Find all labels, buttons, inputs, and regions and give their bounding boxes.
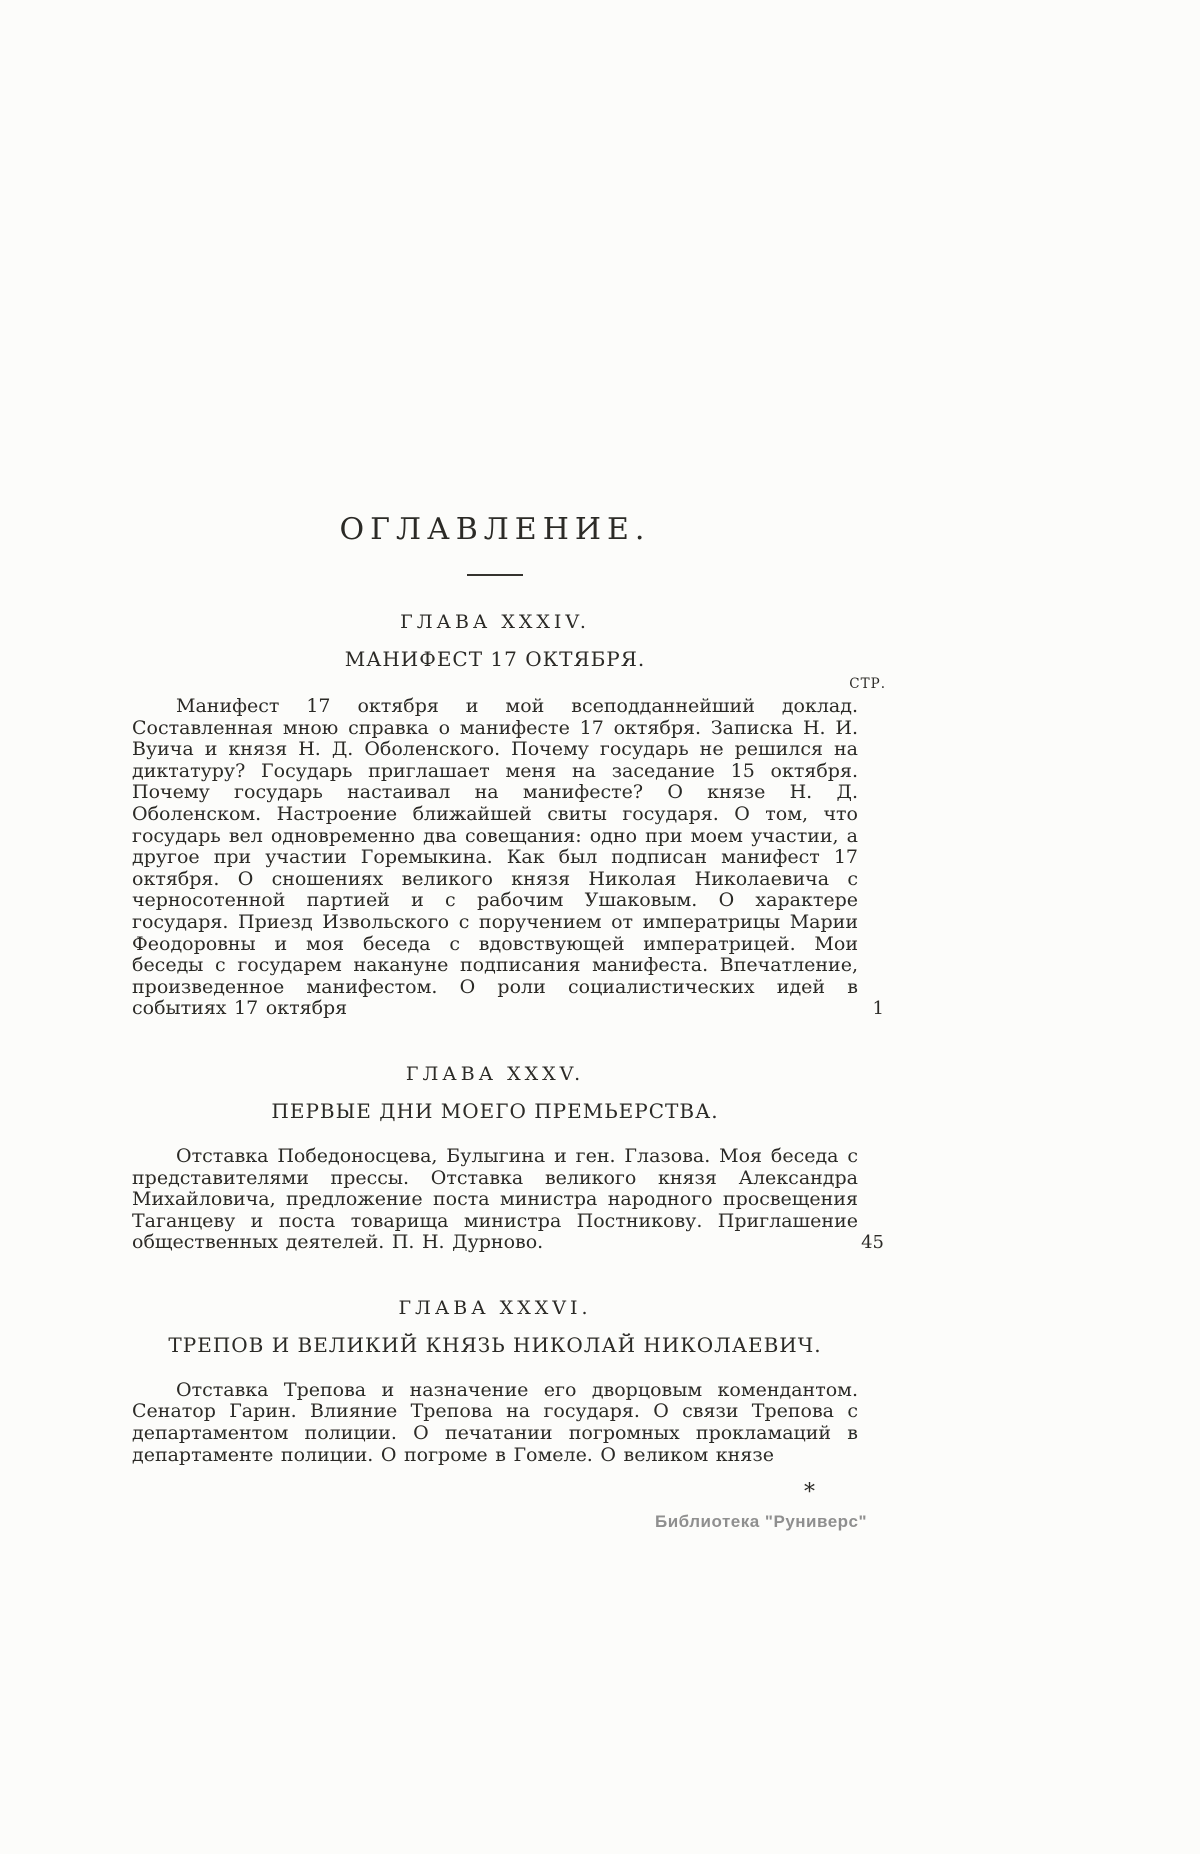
title-divider <box>467 574 523 576</box>
chapter-summary-block <box>132 695 884 1020</box>
chapter-page-number: 1 <box>872 997 884 1019</box>
chapter-heading: ГЛАВА XXXVI. <box>398 1296 592 1319</box>
chapter-summary: Манифест 17 октября и мой всеподданнейший доклад. Составленная мною справка о манифесте 17 октября. Записка Н. И. Вуича и князя Н. Д. Оболенского. Почему государь не решился на диктатуру? Государь приглашает меня на заседание 15 октября. Почему государь настаивал на манифесте? О князе Н. Д. Оболенском. Настроение ближайшей свиты государя. О том, что государь вел одновременно два совещания: одно при моем участии, а другое при участии Горемыкина. Как был подписан манифест 17 октября. О сношениях великого князя Николая Николаевича с черносотенной партией и с рабочим Ушаковым. О характере государя. Приезд Извольского с поручением от императрицы Марии Феодоровны и моя беседа с вдовствующей императрицей. Мои беседы с государем накануне подписания манифеста. Впечатление, произведенное манифестом. О роли социалистических идей в событиях 17 октября <box>132 695 858 1020</box>
chapter-page-number: 45 <box>861 1231 884 1253</box>
chapter-entry-xxxiv <box>132 610 886 1020</box>
chapter-summary: Отставка Трепова и назначение его дворцовым комендантом. Сенатор Гарин. Влияние Трепова на государя. О связи Трепова с департаментом полиции. О печатании погромных прокламаций в департаменте полиции. О погроме в Гомеле. О великом князе <box>132 1378 858 1466</box>
chapter-entry-xxxv <box>132 1062 884 1254</box>
page-column-label: СТР. <box>849 676 886 692</box>
chapter-subtitle: ТРЕПОВ И ВЕЛИКИЙ КНЯЗЬ НИКОЛАЙ НИКОЛАЕВИЧ. <box>168 1332 822 1357</box>
chapter-entry-xxxvi <box>132 1296 858 1466</box>
chapter-heading: ГЛАВА XXXIV. <box>400 611 590 633</box>
text-column <box>132 0 886 1506</box>
chapter-summary-block <box>132 1380 858 1466</box>
library-watermark: Библиотека "Руниверс" <box>655 1512 868 1531</box>
chapter-subtitle: ПЕРВЫЕ ДНИ МОЕГО ПРЕМЬЕРСТВА. <box>271 1098 719 1123</box>
chapter-summary: Отставка Победоносцева, Булыгина и ген. Глазова. Моя беседа с представителями прессы. Отставка великого князя Александра Михайловича, предложение поста министра народного просвещения Таганцеву и поста товарища министра Постникову. Приглашение общественных деятелей. П. Н. Дурново. <box>132 1144 858 1254</box>
page-title: ОГЛАВЛЕНИЕ. <box>339 512 651 547</box>
chapter-heading: ГЛАВА XXXV. <box>405 1062 585 1085</box>
chapter-subtitle: МАНИФЕСТ 17 ОКТЯБРЯ. <box>344 647 646 671</box>
chapter-summary-block <box>132 1144 884 1254</box>
footnote-asterisk: * <box>804 1480 815 1506</box>
